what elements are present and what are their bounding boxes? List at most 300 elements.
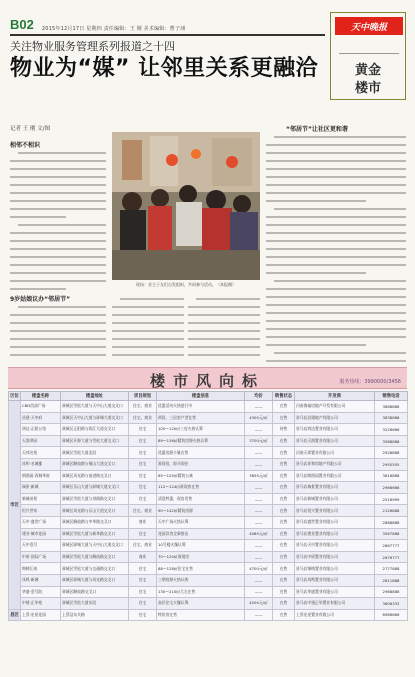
developer-cell: 河南天邦置业有限公司 [295, 447, 375, 459]
table-row [9, 586, 408, 598]
status-cell: 在售 [273, 401, 295, 413]
text-line-bar [18, 224, 106, 226]
address-cell: 驿城区解放路与中华路交叉口 [61, 516, 129, 528]
address-cell: 驿城区解放路交叉口 [61, 586, 129, 598]
section-name-line1: 黄金 [354, 63, 381, 78]
name-cell: CBD西部广场 [21, 401, 61, 413]
price-cell: —— [245, 540, 273, 552]
address-cell: 驿城区解放路与铜山大道交叉口 [61, 458, 129, 470]
plan-cell: 住宅 [129, 458, 157, 470]
text-line [266, 320, 406, 326]
text-line [10, 306, 106, 312]
text-line [112, 354, 184, 360]
status-cell: 在售 [273, 551, 295, 563]
address-cell: 驿城区开源大道与雪松大道交叉口 [61, 435, 129, 447]
info-cell: 90～142㎡精装房源 [157, 505, 245, 517]
text-line [10, 288, 106, 290]
table-row [9, 424, 408, 436]
text-line [10, 240, 106, 246]
phone-cell: 3567888 [375, 528, 408, 540]
text-line-bar [10, 338, 106, 340]
status-cell: 在售 [273, 482, 295, 494]
text-line-bar [188, 346, 260, 348]
text-line [112, 314, 184, 320]
address-cell: 驿城区雪松大道与刘阁路交叉口 [61, 493, 129, 505]
name-cell: 凤鸣·新城 [21, 574, 61, 586]
phone-cell: 3226666 [375, 424, 408, 436]
price-cell: 3700元/㎡ [245, 435, 273, 447]
text-line [266, 192, 406, 198]
info-cell: 优惠房源少量在售 [157, 447, 245, 459]
photo-caption: 现场：业主子女们自发组织，共同参与活动。（本报摄） [136, 282, 236, 287]
developer-cell: 驻马店鸿达置业有限公司 [295, 424, 375, 436]
text-line-bar [10, 232, 106, 234]
text-line-bar [10, 208, 106, 210]
info-cell: 两居、三居室户型在售 [157, 412, 245, 424]
table-row [9, 516, 408, 528]
status-cell: 在售 [273, 493, 295, 505]
text-line [10, 248, 106, 254]
info-cell: 112～124㎡准现房在售 [157, 482, 245, 494]
text-line [10, 200, 106, 206]
text-line [266, 304, 406, 310]
name-cell: 昌建·天中府 [21, 412, 61, 424]
text-line-bar [112, 314, 184, 316]
table-row [9, 609, 408, 621]
col-header: 楼盘信息 [157, 392, 245, 401]
name-cell: 天中·盛世广场 [21, 516, 61, 528]
plan-cell: 住宅 [129, 574, 157, 586]
text-line [266, 184, 406, 190]
text-line-bar [274, 136, 406, 138]
text-line [266, 176, 406, 182]
status-cell: 在售 [273, 540, 295, 552]
price-cell: 4700元/㎡ [245, 563, 273, 575]
address-cell: 驿城区雪松大道与交通路交叉口 [61, 563, 129, 575]
status-cell: 在售 [273, 412, 295, 424]
header-rule [10, 34, 325, 36]
plan-cell: 住宅 [129, 482, 157, 494]
info-cell: 天中广场火热认筹 [157, 516, 245, 528]
text-line [10, 338, 106, 344]
phone-cell: 2676777 [375, 551, 408, 563]
section-name-line2: 楼市 [354, 81, 381, 96]
text-line-bar [266, 312, 406, 314]
text-line-bar [10, 168, 106, 170]
info-cell: 88～128㎡住宅在售 [157, 563, 245, 575]
address-cell: 驿城区正阳路与练江大道交叉口 [61, 424, 129, 436]
article-column-4 [188, 296, 260, 362]
text-line-bar [10, 256, 106, 258]
plan-cell: 住宅、商业 [129, 505, 157, 517]
news-photo [112, 132, 260, 280]
phone-cell: 2516999 [375, 493, 408, 505]
name-cell: 华盛·壹号院 [21, 586, 61, 598]
text-line-bar [266, 264, 406, 266]
text-line [112, 330, 184, 336]
text-line-bar [112, 346, 184, 348]
price-cell: —— [245, 516, 273, 528]
price-cell: 4080元/㎡ [245, 528, 273, 540]
name-cell: 鸿达·正阳公馆 [21, 424, 61, 436]
table-row [9, 505, 408, 517]
text-line [10, 232, 106, 238]
developer-cell: 驻马店中原置业有限公司 [295, 551, 375, 563]
text-line-bar [188, 322, 260, 324]
page-header [10, 16, 320, 32]
info-cell: 准现房，即买即住 [157, 458, 245, 470]
text-line [266, 272, 406, 278]
text-line [266, 160, 406, 166]
status-cell: 在售 [273, 586, 295, 598]
text-line-bar [112, 306, 184, 308]
phone-cell: 3888888 [375, 401, 408, 413]
price-cell: —— [245, 586, 273, 598]
status-cell: 在售 [273, 470, 295, 482]
text-line [10, 216, 106, 222]
text-line-bar [266, 296, 406, 298]
developer-cell: 驻马店新城置业有限公司 [295, 493, 375, 505]
text-line-bar [196, 298, 260, 300]
text-line [112, 298, 184, 304]
name-cell: 建业·城市花园 [21, 528, 61, 540]
section-head-3: “邻居节”让社区更和谐 [286, 126, 348, 133]
text-line [266, 144, 406, 150]
table-row [9, 551, 408, 563]
plan-cell: 住宅、商业 [129, 401, 157, 413]
text-line-bar [266, 240, 406, 242]
name-cell: 恒兴世家 [21, 505, 61, 517]
text-line [266, 136, 406, 142]
info-cell: 70～120㎡准现房 [157, 551, 245, 563]
developer-cell: 驻马店建业置业有限公司 [295, 528, 375, 540]
info-cell: 89～136㎡精装房源火热认筹 [157, 435, 245, 447]
phone-cell: 2968888 [375, 586, 408, 598]
text-line-bar [266, 360, 406, 362]
phone-cell: 2777888 [375, 563, 408, 575]
text-line-bar [266, 344, 366, 346]
developer-cell: 驻马店华盛置业有限公司 [295, 586, 375, 598]
text-line [266, 360, 406, 362]
text-line-bar [10, 280, 106, 282]
phone-cell: 2126888 [375, 505, 408, 517]
developer-cell: 驻马店凤鸣置业有限公司 [295, 574, 375, 586]
address-cell: 驿城区风光路与乐山大道交叉口 [61, 505, 129, 517]
article-column-5 [266, 134, 406, 362]
address-cell: 驿城区乐山大道与驿城大道交叉口 [61, 482, 129, 494]
text-line-bar [188, 314, 260, 316]
address-cell: 驿城区驿城大道与天中山大道交叉口 [61, 540, 129, 552]
info-cell: 130～210㎡大宅在售 [157, 586, 245, 598]
price-cell: —— [245, 493, 273, 505]
developer-cell: 驻马店祥和房地产有限公司 [295, 458, 375, 470]
status-cell: 在售 [273, 609, 295, 621]
text-line-bar [10, 248, 106, 250]
info-cell: 清盘特惠，现房发售 [157, 493, 245, 505]
text-line-bar [10, 330, 106, 332]
developer-cell: 上蔡宏星置业有限公司 [295, 609, 375, 621]
plan-cell: 住宅 [129, 586, 157, 598]
text-line-bar [266, 288, 406, 290]
article-subtitle: 关注物业服务管理系列报道之十四 [10, 40, 175, 53]
crowd-photo-image [112, 132, 260, 280]
article-column-1 [10, 150, 106, 290]
plan-cell: 住宅 [129, 435, 157, 447]
banner-title: 楼市风向标 [149, 372, 265, 390]
table-row [9, 482, 408, 494]
phone-cell: 2966666 [375, 482, 408, 494]
developer-cell: 驻马店中建正华置业有限公司 [295, 598, 375, 610]
table-row [9, 493, 408, 505]
text-line-bar [266, 216, 406, 218]
status-cell: 在售 [273, 528, 295, 540]
name-cell: 上蔡·宏星花园 [21, 609, 61, 621]
text-line-bar [266, 160, 406, 162]
price-cell: 4200元/㎡ [245, 598, 273, 610]
col-header: 销售状态 [273, 392, 295, 401]
text-line [10, 168, 106, 174]
page-meta: 2015年12月17日 星期四 责任编辑：王 刚 美术编辑：曹子翊 [41, 26, 186, 32]
text-line-bar [188, 306, 260, 308]
text-line-bar [188, 354, 260, 356]
developer-cell: 驻马店昌建地产有限公司 [295, 412, 375, 424]
text-line [266, 152, 406, 158]
phone-cell: 3618888 [375, 470, 408, 482]
developer-cell: 驻马店天润置业有限公司 [295, 435, 375, 447]
text-line [10, 330, 106, 336]
text-line-bar [10, 240, 106, 242]
text-line [188, 306, 260, 312]
text-line-bar [18, 306, 106, 308]
text-line-bar [266, 272, 366, 274]
developer-cell: 驻马店朗润园置业有限公司 [295, 470, 375, 482]
section-head-1: 相邻不相识 [10, 142, 41, 149]
phone-cell: 3606333 [375, 598, 408, 610]
text-line-bar [10, 322, 106, 324]
text-line-bar [188, 330, 260, 332]
text-line-bar [266, 248, 406, 250]
address-cell: 驿城区天中山大道与驿城大道交叉口 [61, 412, 129, 424]
text-line [266, 344, 406, 350]
text-line [112, 306, 184, 312]
plan-cell: 住宅 [129, 493, 157, 505]
article-column-3 [112, 296, 184, 362]
phone-cell: 2928888 [375, 447, 408, 459]
text-line-bar [266, 336, 406, 338]
text-line [112, 338, 184, 344]
table-row [9, 598, 408, 610]
table-row [9, 540, 408, 552]
plan-cell: 商业 [129, 551, 157, 563]
text-line [10, 152, 106, 158]
info-cell: 花园洋房全新推出 [157, 528, 245, 540]
status-cell: 在售 [273, 447, 295, 459]
text-line-bar [10, 176, 106, 178]
price-cell: —— [245, 574, 273, 586]
text-line-bar [266, 176, 406, 178]
name-cell: 中建·正华苑 [21, 598, 61, 610]
address-cell: 上蔡县东关路 [61, 609, 129, 621]
text-line [10, 272, 106, 278]
address-cell: 驿城区雪松大道与天中山大道交叉口 [61, 401, 129, 413]
text-line-bar [266, 328, 406, 330]
page-code: B02 [10, 17, 34, 32]
plan-cell: 住宅 [129, 424, 157, 436]
table-body [9, 401, 408, 621]
section-logo [330, 12, 406, 100]
text-line [10, 280, 106, 286]
table-row [9, 528, 408, 540]
text-line [112, 322, 184, 328]
col-header: 项目规划 [129, 392, 157, 401]
table-row [9, 563, 408, 575]
text-line-bar [266, 152, 406, 154]
text-line-bar [10, 288, 66, 290]
text-line [10, 346, 106, 352]
status-cell: 在售 [273, 516, 295, 528]
table-row [9, 574, 408, 586]
text-line [266, 296, 406, 302]
developer-cell: 河南海福房地产开发有限公司 [295, 401, 375, 413]
address-cell: 驿城区雪松大道北段 [61, 447, 129, 459]
plan-cell: 住宅 [129, 470, 157, 482]
info-cell: 100～120㎡三房火热认筹 [157, 424, 245, 436]
col-header: 楼盘地址 [61, 392, 129, 401]
text-line-bar [266, 144, 406, 146]
text-line-bar [266, 168, 406, 170]
info-cell: 高层住宅火爆认筹 [157, 598, 245, 610]
col-header: 楼盘名称 [21, 392, 61, 401]
price-cell: —— [245, 551, 273, 563]
table-row [9, 435, 408, 447]
text-line-bar [266, 320, 406, 322]
plan-cell: 住宅 [129, 598, 157, 610]
text-line-bar [120, 298, 184, 300]
plan-cell: 住宅 [129, 447, 157, 459]
status-cell: 待售 [273, 424, 295, 436]
text-line [266, 168, 406, 174]
developer-cell: 驻马店锦绣置业有限公司 [295, 563, 375, 575]
text-line-bar [10, 160, 106, 162]
name-cell: 瑞景·新城 [21, 482, 61, 494]
text-line [188, 330, 260, 336]
address-cell: 驿城区雪松大道与新华路交叉口 [61, 528, 129, 540]
text-line-bar [10, 184, 106, 186]
text-line [266, 248, 406, 254]
article-byline: 记者 王 刚 文/图 [10, 126, 51, 132]
estate-banner [8, 367, 407, 389]
phone-cell: 3838888 [375, 412, 408, 424]
table-row [9, 401, 408, 413]
brand-logo: 天中晚报 [335, 17, 403, 35]
text-line-bar [112, 322, 184, 324]
phone-cell: 2955555 [375, 458, 408, 470]
table-row [9, 447, 408, 459]
text-line [266, 200, 406, 206]
col-header: 区位 [9, 392, 21, 401]
price-cell: 3650元/㎡ [245, 470, 273, 482]
text-line [266, 312, 406, 318]
price-cell: —— [245, 609, 273, 621]
col-header: 均价 [245, 392, 273, 401]
text-line-bar [266, 224, 406, 226]
developer-cell: 驻马店恒兴置业有限公司 [295, 505, 375, 517]
info-cell: 10号楼火爆认筹 [157, 540, 245, 552]
text-line [266, 256, 406, 262]
name-cell: 朗润园·西城华府 [21, 470, 61, 482]
text-line [188, 322, 260, 328]
name-cell: 新城帝景 [21, 493, 61, 505]
text-line [188, 314, 260, 320]
price-cell: —— [245, 458, 273, 470]
address-cell: 驿城区雪松大道东段 [61, 598, 129, 610]
col-header: 销售电话 [375, 392, 408, 401]
text-line [188, 338, 260, 344]
text-line [266, 232, 406, 238]
text-line [188, 346, 260, 352]
col-header: 开发商 [295, 392, 375, 401]
text-line-bar [10, 200, 106, 202]
text-line [266, 240, 406, 246]
text-line [10, 160, 106, 166]
table-row [9, 458, 408, 470]
text-line-bar [18, 152, 106, 154]
logo-divider [339, 53, 399, 54]
text-line-bar [188, 338, 260, 340]
status-cell: 在售 [273, 505, 295, 517]
plan-cell: 住宅、商业 [129, 540, 157, 552]
text-line-bar [266, 304, 406, 306]
plan-cell: 商业 [129, 516, 157, 528]
text-line-bar [10, 264, 106, 266]
name-cell: 天邦名苑 [21, 447, 61, 459]
text-line [266, 328, 406, 334]
section-head-2: 9岁姑娘议办“邻居节” [10, 296, 71, 303]
price-cell: —— [245, 424, 273, 436]
price-cell: —— [245, 401, 273, 413]
price-cell: —— [245, 447, 273, 459]
plan-cell: 住宅、商业 [129, 412, 157, 424]
text-line-bar [10, 216, 66, 218]
table-row [9, 470, 408, 482]
text-line [10, 264, 106, 270]
status-cell: 在售 [273, 435, 295, 447]
text-line-bar [266, 200, 366, 202]
text-line [266, 352, 406, 358]
phone-cell: 2868888 [375, 516, 408, 528]
article-headline: 物业为“媒” 让邻里关系更融洽 [10, 56, 319, 81]
plan-cell: 住宅 [129, 528, 157, 540]
price-cell: —— [245, 482, 273, 494]
price-cell: —— [245, 505, 273, 517]
table-header-row [9, 392, 408, 401]
text-line [10, 354, 106, 360]
plan-cell: 住宅 [129, 609, 157, 621]
text-line [188, 298, 260, 304]
status-cell: 在售 [273, 574, 295, 586]
info-cell: 三期房源火热认购 [157, 574, 245, 586]
text-line-bar [266, 192, 406, 194]
text-line [112, 346, 184, 352]
text-line [10, 224, 106, 230]
text-line-bar [10, 272, 106, 274]
phone-cell: 3588888 [375, 435, 408, 447]
text-line-bar [10, 192, 106, 194]
text-line-bar [274, 208, 406, 210]
region-cell: 市区 [9, 401, 21, 610]
text-line [266, 264, 406, 270]
info-cell: 特价房在售 [157, 609, 245, 621]
